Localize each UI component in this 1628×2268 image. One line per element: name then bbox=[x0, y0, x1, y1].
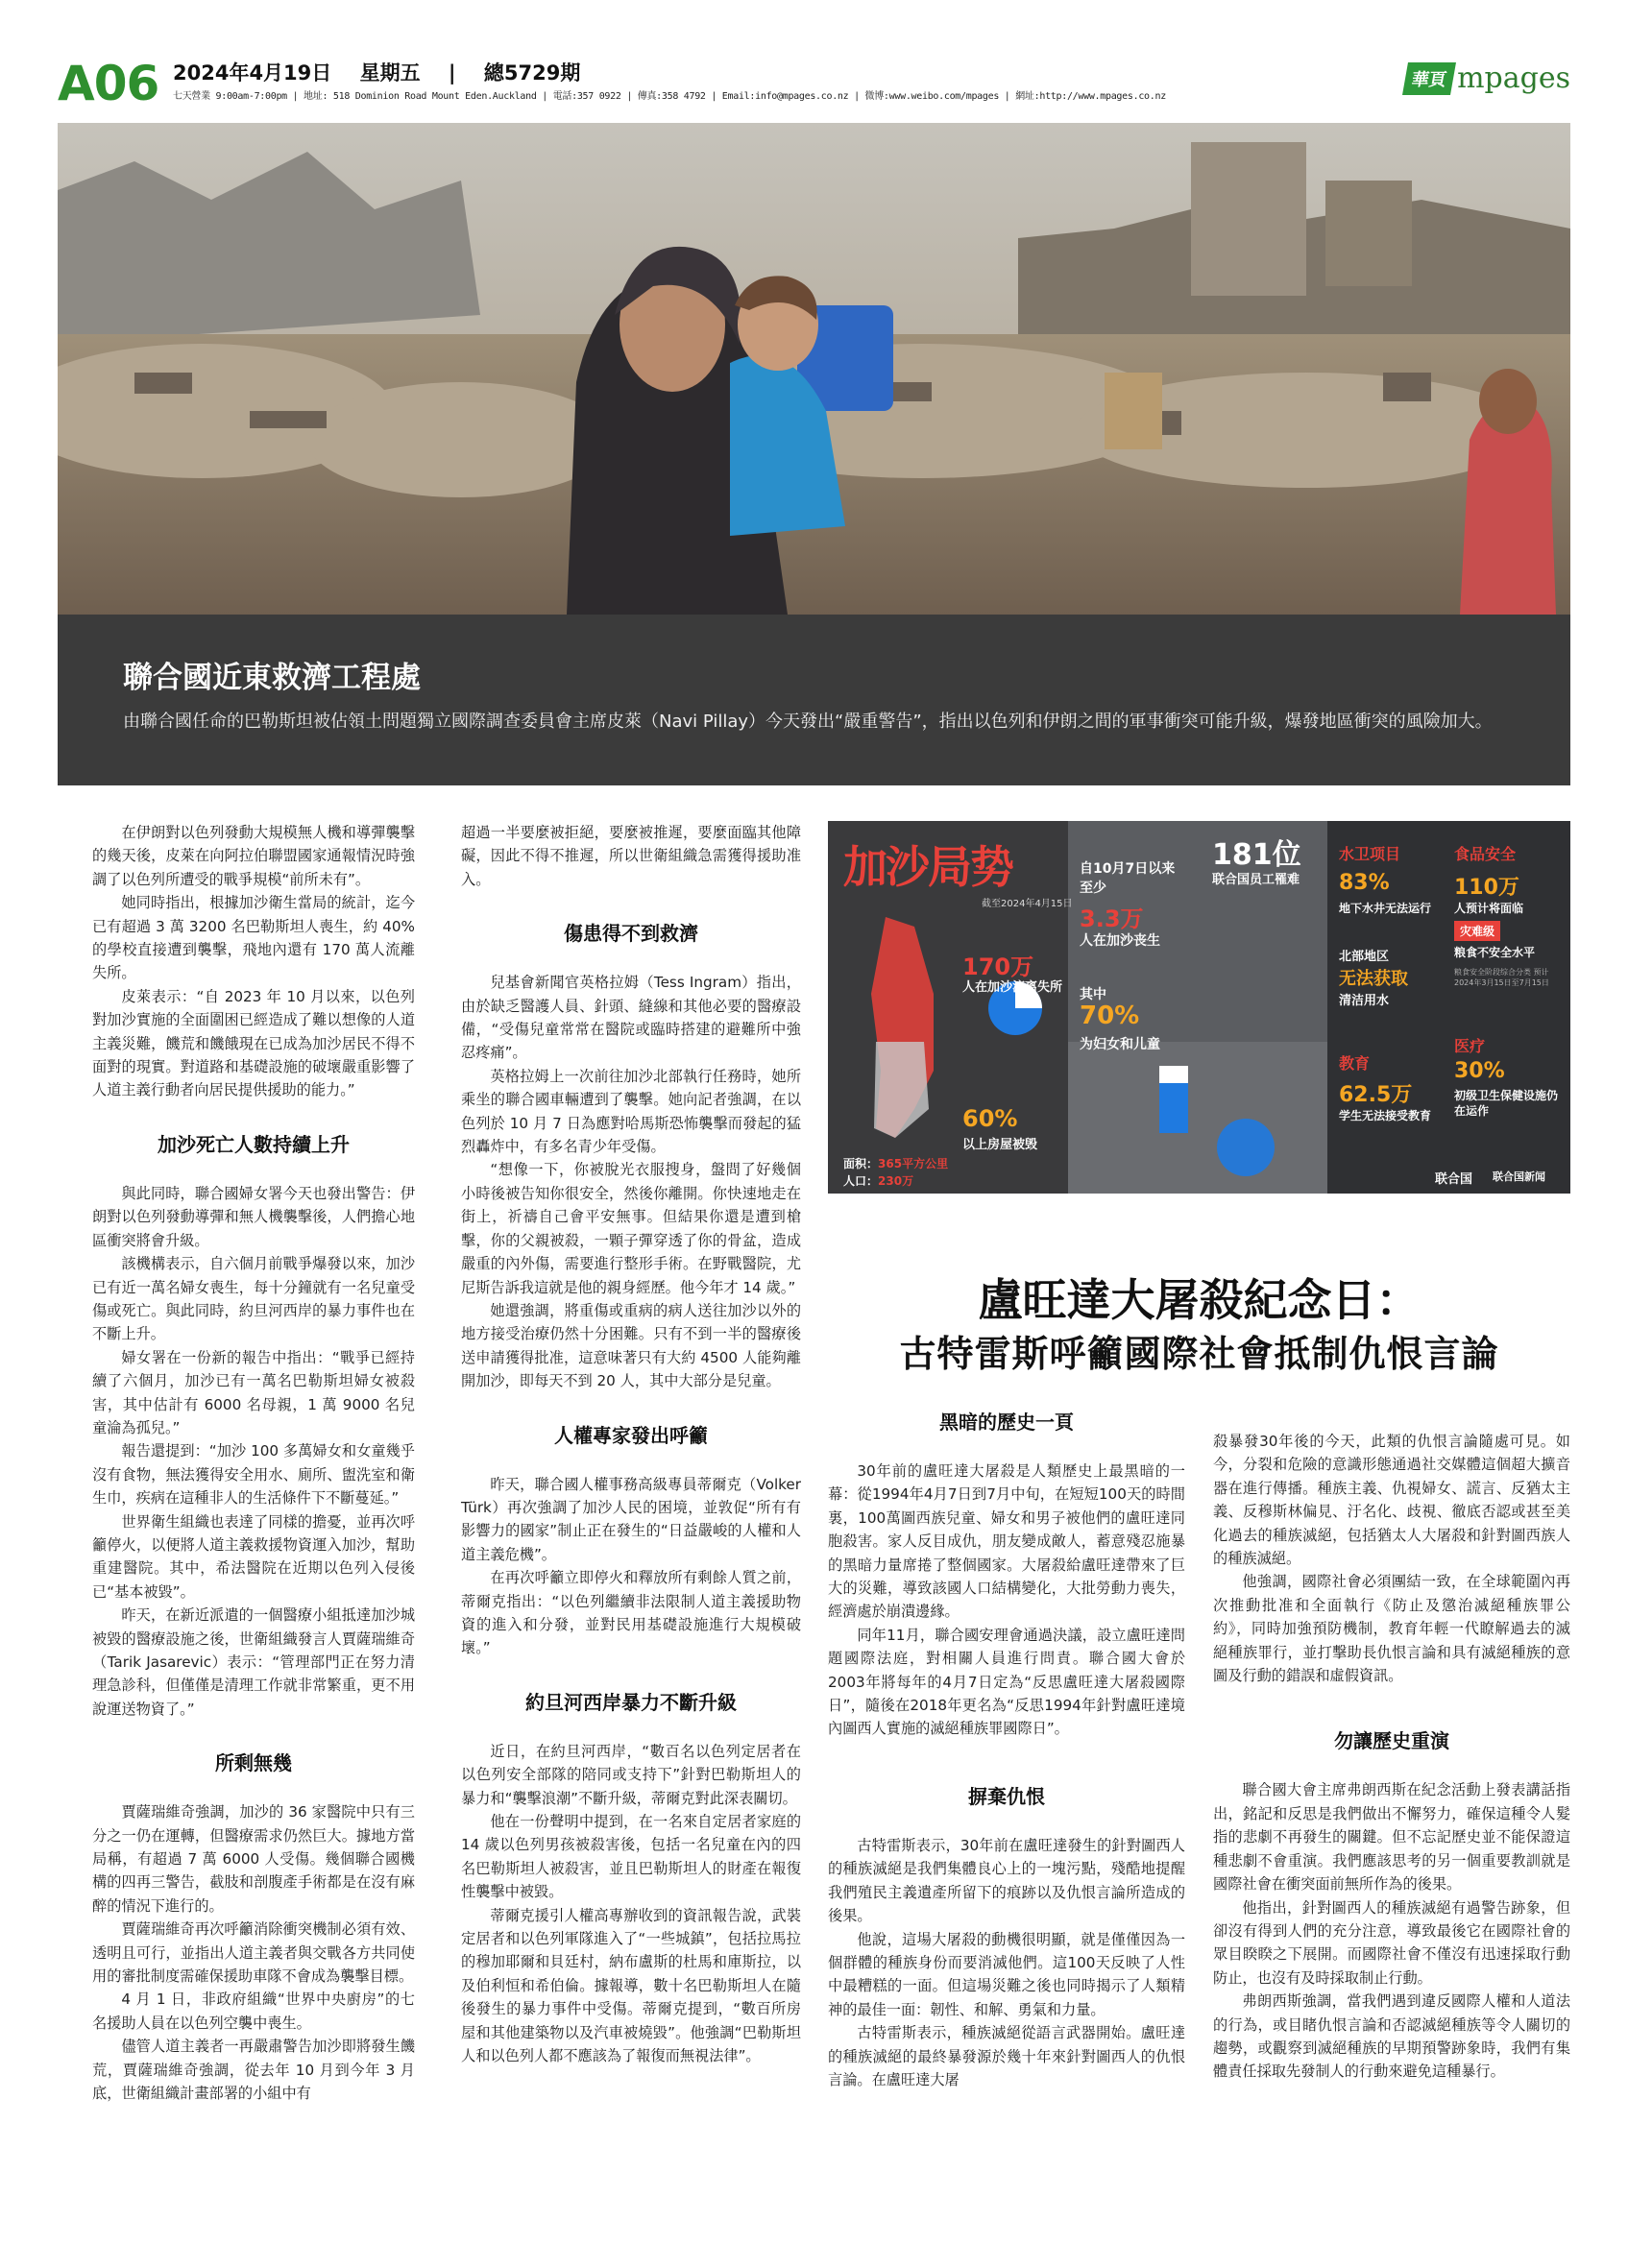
water-value: 83% bbox=[1339, 871, 1390, 895]
paragraph: 昨天，聯合國人權事務高級專員蒂爾克（Volker Türk）再次強調了加沙人民的困境，並敦促“所有有影響力的國家”制止正在發生的“日益嚴峻的人權和人道主義危機”。 bbox=[461, 1475, 801, 1563]
issue-number: 總5729期 bbox=[483, 61, 581, 84]
mpages-logo[interactable] bbox=[1405, 61, 1570, 95]
subheading: 摒棄仇恨 bbox=[968, 1784, 1045, 1808]
page-header bbox=[58, 56, 1570, 111]
logo-text: mpages bbox=[1457, 61, 1570, 95]
paragraph: 世界衛生組織也表達了同樣的擔憂，並再次呼籲停火，以便將人道主義救援物資運入加沙，幫助重建醫院。其中，希法醫院在近期以色列入侵後已“基本被毀”。 bbox=[92, 1512, 415, 1601]
paragraph: 在伊朗對以色列發動大規模無人機和導彈襲擊的幾天後，皮萊在向阿拉伯聯盟國家通報情況時強調了以色列所遭受的戰爭規模“前所未有”。 bbox=[92, 824, 415, 888]
killed-value: 3.3万 bbox=[1080, 905, 1144, 932]
paragraph: 超過一半要麼被拒絕，要麼被推遲，要麼面臨其他障礙，因此不得不推遲，所以世衛組織急需獲得援助准入。 bbox=[461, 824, 801, 888]
rubble-scene-illustration bbox=[58, 123, 1570, 615]
subheading: 所剩無幾 bbox=[215, 1751, 292, 1775]
displaced-label: 人在加沙流离失所 bbox=[962, 980, 1063, 995]
paragraph: “想像一下，你被脫光衣服搜身，盤問了好幾個小時後被告知你很安全，然後你離開。你快速地走在街上，祈禱自己會平安無事。但結果你還是遭到槍擊，你的父親被殺，一顆子彈穿透了你的骨盆，造成嚴重的內外傷，需要進行整形手術。在野戰醫院，尤尼斯告訴我這就是他的親身經歷。他今年才 14 歲。” bbox=[461, 1161, 801, 1296]
subheading: 人權專家發出呼籲 bbox=[554, 1423, 708, 1447]
paragraph: 他說，這場大屠殺的動機很明顯，就是僅僅因為一個群體的種族身份而要消滅他們。這100天反映了人性中最糟糕的一面。但這場災難之後也同時揭示了人類精神的最佳一面：韌性、和解、勇氣和力量。 bbox=[828, 1930, 1185, 2018]
footer-news: 联合国新闻 bbox=[1493, 1170, 1545, 1183]
paragraph: 古特雷斯表示，30年前在盧旺達發生的針對圖西人的種族滅絕是我們集體良心上的一塊污點，殘酷地提醒我們殖民主義遺產所留下的痕跡以及仇恨言論所造成的後果。 bbox=[828, 1836, 1185, 1925]
food-value: 110万 bbox=[1454, 876, 1519, 900]
education-label: 学生无法接受教育 bbox=[1339, 1109, 1432, 1122]
pop-value: 230万 bbox=[878, 1174, 914, 1188]
paragraph: 4 月 1 日，非政府組織“世界中央廚房”的七名援助人員在以色列空襲中喪生。 bbox=[92, 1991, 415, 2032]
paragraph: 古特雷斯表示，種族滅絕從語言武器開始。盧旺達的種族滅絕的最終暴發源於幾十年來針對圖西人的仇恨言論。在盧旺達大屠 bbox=[828, 2024, 1185, 2088]
food-label: 人预计将面临 bbox=[1454, 902, 1524, 915]
headline-line-2: 古特雷斯呼籲國際社會抵制仇恨言論 bbox=[899, 1333, 1499, 1375]
killed-label: 人在加沙丧生 bbox=[1080, 933, 1160, 949]
contact-info: 七天營業 9:00am-7:00pm | 地址: 518 Dominion Road Mount Eden.Auckland | 電話:357 0922 | 傳真:358 4792 | Email:info@mpages.co.nz | 微博:www.weibo.com/mpages | 網址:http://www.mpages.co.nz bbox=[173, 91, 1166, 102]
issue-weekday: 星期五 bbox=[359, 61, 421, 84]
article-column-1 bbox=[92, 821, 415, 2106]
paragraph: 同年11月，聯合國安理會通過決議，設立盧旺達問題國際法庭，對相關人員進行問責。聯合國大會於2003年將每年的4月7日定為“反思盧旺達大屠殺國際日”，隨後在2018年更名為“反思1994年針對盧旺達境內圖西人實施的滅絕種族罪國際日”。 bbox=[828, 1626, 1185, 1738]
paragraph: 他在一份聲明中提到，在一名來自定居者家庭的 14 歲以色列男孩被殺害後，包括一名兒童在內的四名巴勒斯坦人被殺害，並且巴勒斯坦人的財產在報復性襲擊中被毀。 bbox=[461, 1813, 801, 1901]
area-value: 365平方公里 bbox=[878, 1157, 949, 1170]
paragraph: 儘管人道主義者一再嚴肅警告加沙即將發生饑荒，賈薩瑞維奇強調，從去年 10 月到今年 3 月底，世衛組織計畫部署的小組中有 bbox=[92, 2038, 415, 2103]
population-stat bbox=[843, 1172, 913, 1189]
subheading: 加沙死亡人數持續上升 bbox=[158, 1132, 350, 1156]
education-value: 62.5万 bbox=[1339, 1083, 1413, 1107]
water-label: 地下水井无法运行 bbox=[1339, 902, 1432, 915]
north-suffix: 清洁用水 bbox=[1339, 994, 1390, 1008]
dateline bbox=[173, 58, 601, 86]
paragraph: 弗朗西斯強調，當我們遇到違反國際人權和人道法的行為，或目睹仇恨言論和否認滅絕種族等令人關切的趨勢，或觀察到滅絕種族的早期預警跡象時，我們有集體責任採取先發制人的行動來避免這種暴行。 bbox=[1213, 1992, 1570, 2081]
food-suffix: 粮食不安全水平 bbox=[1454, 946, 1536, 959]
pop-label: 人口： bbox=[843, 1174, 879, 1188]
paragraph: 殺暴發30年後的今天，此類的仇恨言論隨處可見。如今，分裂和危險的意識形態通過社交媒體這個超大擴音器在進行傳播。種族主義、仇視婦女、謊言、反猶太主義、反穆斯林偏見、汙名化、歧視、徹底否認或甚至美化過去的種族滅絕，包括猶太人大屠殺和針對圖西族人的種族滅絕。 bbox=[1213, 1433, 1570, 1568]
paragraph: 在再次呼籲立即停火和釋放所有剩餘人質之前，蒂爾克指出：“以色列繼續非法限制人道主義援助物資的進入和分發，並對民用基礎設施進行大規模破壞。” bbox=[461, 1569, 801, 1657]
paragraph: 她同時指出，根據加沙衛生當局的統計，迄今已有超過 3 萬 3200 名巴勒斯坦人喪生，約 40% 的學校直接遭到襲擊，飛地內還有 170 萬人流離失所。 bbox=[92, 894, 415, 982]
article-column-4 bbox=[1213, 1430, 1570, 2084]
article-column-2 bbox=[461, 821, 801, 2067]
education-title: 教育 bbox=[1339, 1054, 1371, 1073]
logo-mark: 華頁 bbox=[1402, 62, 1456, 95]
headline-line-1: 盧旺達大屠殺紀念日： bbox=[978, 1274, 1421, 1326]
area-stat bbox=[843, 1155, 948, 1171]
medical-label: 初级卫生保健设施仍在运作 bbox=[1454, 1089, 1559, 1118]
paragraph: 聯合國大會主席弗朗西斯在紀念活動上發表講話指出，銘記和反思是我們做出不懈努力，確保這種令人髮指的悲劇不再發生的關鍵。但不忘記歷史並不能保證這種悲劇不會重演。我們應該思考的另一個重要教訓就是國際社會在衝突面前無所作為的後果。 bbox=[1213, 1781, 1570, 1894]
paragraph: 近日，在約旦河西岸，“數百名以色列定居者在以色列安全部隊的陪同或支持下”針對巴勒斯坦人的暴力和“襲擊浪潮”不斷升級，蒂爾克對此深表關切。 bbox=[461, 1742, 801, 1807]
issue-date: 2024年4月19日 bbox=[173, 61, 332, 84]
caption-text: 由聯合國任命的巴勒斯坦被佔領土問題獨立國際調查委員會主席皮萊（Navi Pillay）今天發出“嚴重警告”，指出以色列和伊朗之間的軍事衝突可能升級，爆發地區衝突的風險加大。 bbox=[123, 712, 1493, 732]
paragraph: 蒂爾克援引人權高專辦收到的資訊報告說，武裝定居者和以色列軍隊進入了“一些城鎮”，包括拉馬拉的穆加耶爾和貝廷村，納布盧斯的杜馬和庫斯拉，以及伯利恒和希伯倫。據報導，數十名巴勒斯坦人在隨後發生的暴力事件中受傷。蒂爾克提到，“數百所房屋和其他建築物以及汽車被燒毀”。他強調“巴勒斯坦人和以色列人都不應該為了報復而無視法律”。 bbox=[461, 1906, 801, 2065]
paragraph: 該機構表示，自六個月前戰爭爆發以來，加沙已有近一萬名婦女喪生，每十分鐘就有一名兒童受傷或死亡。與此同時，約旦河西岸的暴力事件也在不斷上升。 bbox=[92, 1255, 415, 1343]
un-emblem-icon bbox=[1217, 1119, 1275, 1176]
housing-value: 60% bbox=[962, 1105, 1018, 1132]
staff-label: 联合国员工罹难 bbox=[1212, 873, 1300, 887]
paragraph: 她還強調，將重傷或重病的病人送往加沙以外的地方接受治療仍然十分困難。只有不到一半的醫療後送申請獲得批准，這意味著只有大約 4500 人能夠離開加沙，即每天不到 20 人，其中大部分是兒童。 bbox=[461, 1301, 801, 1390]
footer-un: 联合国 bbox=[1435, 1172, 1473, 1187]
paragraph: 與此同時，聯合國婦女署今天也發出警告：伊朗對以色列發動導彈和無人機襲擊後，人們擔心地區衝突將會升級。 bbox=[92, 1184, 415, 1249]
paragraph: 婦女署在一份新的報告中指出：“戰爭已經持續了六個月，加沙已有一萬名巴勒斯坦婦女被殺害，其中估計有 6000 名母親，1 萬 9000 名兒童淪為孤兒。” bbox=[92, 1348, 415, 1436]
housing-label: 以上房屋被毁 bbox=[962, 1138, 1038, 1152]
paragraph: 皮萊表示：“自 2023 年 10 月以來，以色列對加沙實施的全面圍困已經造成了難以想像的人道主義災難，饑荒和饑餓現在已成為加沙居民不得不面對的現實。對道路和基礎設施的破壞嚴重影響了人道主義行動者向居民提供援助的能力。” bbox=[92, 987, 415, 1099]
paragraph: 他強調，國際社會必須團結一致，在全球範圍內再次推動批准和全面執行《防止及懲治滅絕種族罪公約》，同時加強預防機制，教育年輕一代瞭解過去的滅絕種族罪行，並打擊助長仇恨言論和具有滅絕種族的意圖及行動的錯誤和虛假資訊。 bbox=[1213, 1573, 1570, 1685]
women-label: 为妇女和儿童 bbox=[1080, 1037, 1160, 1052]
paragraph: 賈薩瑞維奇再次呼籲消除衝突機制必須有效、透明且可行，並指出人道主義者與交戰各方共同使用的審批制度需確保援助車隊不會成為襲擊目標。 bbox=[92, 1920, 415, 1986]
women-pre: 其中 bbox=[1080, 987, 1106, 1002]
photo-caption bbox=[58, 615, 1570, 785]
north-label: 北部地区 bbox=[1339, 950, 1390, 964]
displaced-value: 170万 bbox=[962, 953, 1034, 980]
staff-value: 181位 bbox=[1212, 838, 1301, 872]
medical-title: 医疗 bbox=[1454, 1037, 1486, 1055]
paragraph: 昨天，在新近派遣的一個醫療小組抵達加沙城被毀的醫療設施之後，世衛組織發言人賈薩瑞維奇（Tarik Jasarevic）表示：“管理部門正在努力清理急診科，但僅僅是清理工作就非常繁重，更不用說運送物資了。” bbox=[92, 1606, 415, 1718]
paragraph: 英格拉姆上一次前往加沙北部執行任務時，她所乘坐的聯合國車輛遭到了襲擊。她向記者強調，在以色列於 10 月 7 日為應對哈馬斯恐怖襲擊而發起的猛烈轟炸中，有多名青少年受傷。 bbox=[461, 1067, 801, 1156]
subheading: 傷患得不到救濟 bbox=[564, 922, 698, 946]
paragraph: 報告還提到：“加沙 100 多萬婦女和女童幾乎沒有食物，無法獲得安全用水、廁所、盥洗室和衛生巾，疾病在這種非人的生活條件下不斷蔓延。” bbox=[92, 1442, 415, 1508]
medical-value: 30% bbox=[1454, 1059, 1505, 1083]
water-title: 水卫项目 bbox=[1339, 845, 1401, 863]
article-column-3 bbox=[828, 1407, 1185, 2091]
caption-title: 聯合國近東救濟工程處 bbox=[123, 661, 421, 695]
food-badge: 灾难级 bbox=[1454, 921, 1500, 941]
paragraph: 30年前的盧旺達大屠殺是人類歷史上最黑暗的一幕：從1994年4月7日到7月中旬，在短短100天的時間裏，100萬圖西族兒童、婦女和男子被他們的盧旺達同胞殺害。家人反目成仇，朋友變成敵人，蓄意殘忍施暴的黑暗力量席捲了整個國家。大屠殺給盧旺達帶來了巨大的災難，導致該國人口結構變化，大批勞動力喪失，經濟處於崩潰邊緣。 bbox=[828, 1462, 1185, 1621]
paragraph: 兒基會新聞官英格拉姆（Tess Ingram）指出，由於缺乏醫護人員、針頭、縫線和其他必要的醫療設備，“受傷兒童常常在醫院或臨時搭建的避難所中強忍疼痛”。 bbox=[461, 974, 801, 1062]
women-value: 70% bbox=[1080, 1001, 1140, 1030]
gaza-situation-infographic bbox=[828, 821, 1570, 1194]
since-label: 自10月7日以来至少 bbox=[1080, 861, 1176, 896]
subheading: 約旦河西岸暴力不斷升級 bbox=[525, 1690, 737, 1714]
subheading: 勿讓歷史重演 bbox=[1334, 1729, 1449, 1753]
paragraph: 賈薩瑞維奇強調，加沙的 36 家醫院中只有三分之一仍在運轉，但醫療需求仍然巨大。據地方當局稱，有超過 7 萬 6000 人受傷。幾個聯合國機構的四再三警告，截肢和剖腹產手術都是在沒有麻醉的情況下進行的。 bbox=[92, 1803, 415, 1915]
infographic-date: 截至2024年4月15日 bbox=[982, 899, 1073, 909]
infographic-title: 加沙局势 bbox=[843, 841, 1012, 893]
north-value: 无法获取 bbox=[1339, 969, 1408, 989]
header-separator: | bbox=[448, 61, 456, 84]
paragraph: 他指出，針對圖西人的種族滅絕有過警告跡象，但卻沒有得到人們的充分注意，導致最後它在國際社會的眾目睽睽之下展開。而國際社會不僅沒有迅速採取行動防止，也沒有及時採取制止行動。 bbox=[1213, 1898, 1570, 1987]
main-photo bbox=[58, 123, 1570, 615]
area-label: 面积： bbox=[843, 1157, 879, 1170]
article-headline bbox=[828, 1272, 1570, 1380]
page-number: A06 bbox=[58, 56, 159, 111]
subheading: 黑暗的歷史一頁 bbox=[939, 1411, 1074, 1434]
food-title: 食品安全 bbox=[1454, 845, 1517, 863]
food-note: 粮食安全阶段综合分类 预计2024年3月15日至7月15日 bbox=[1454, 968, 1549, 987]
